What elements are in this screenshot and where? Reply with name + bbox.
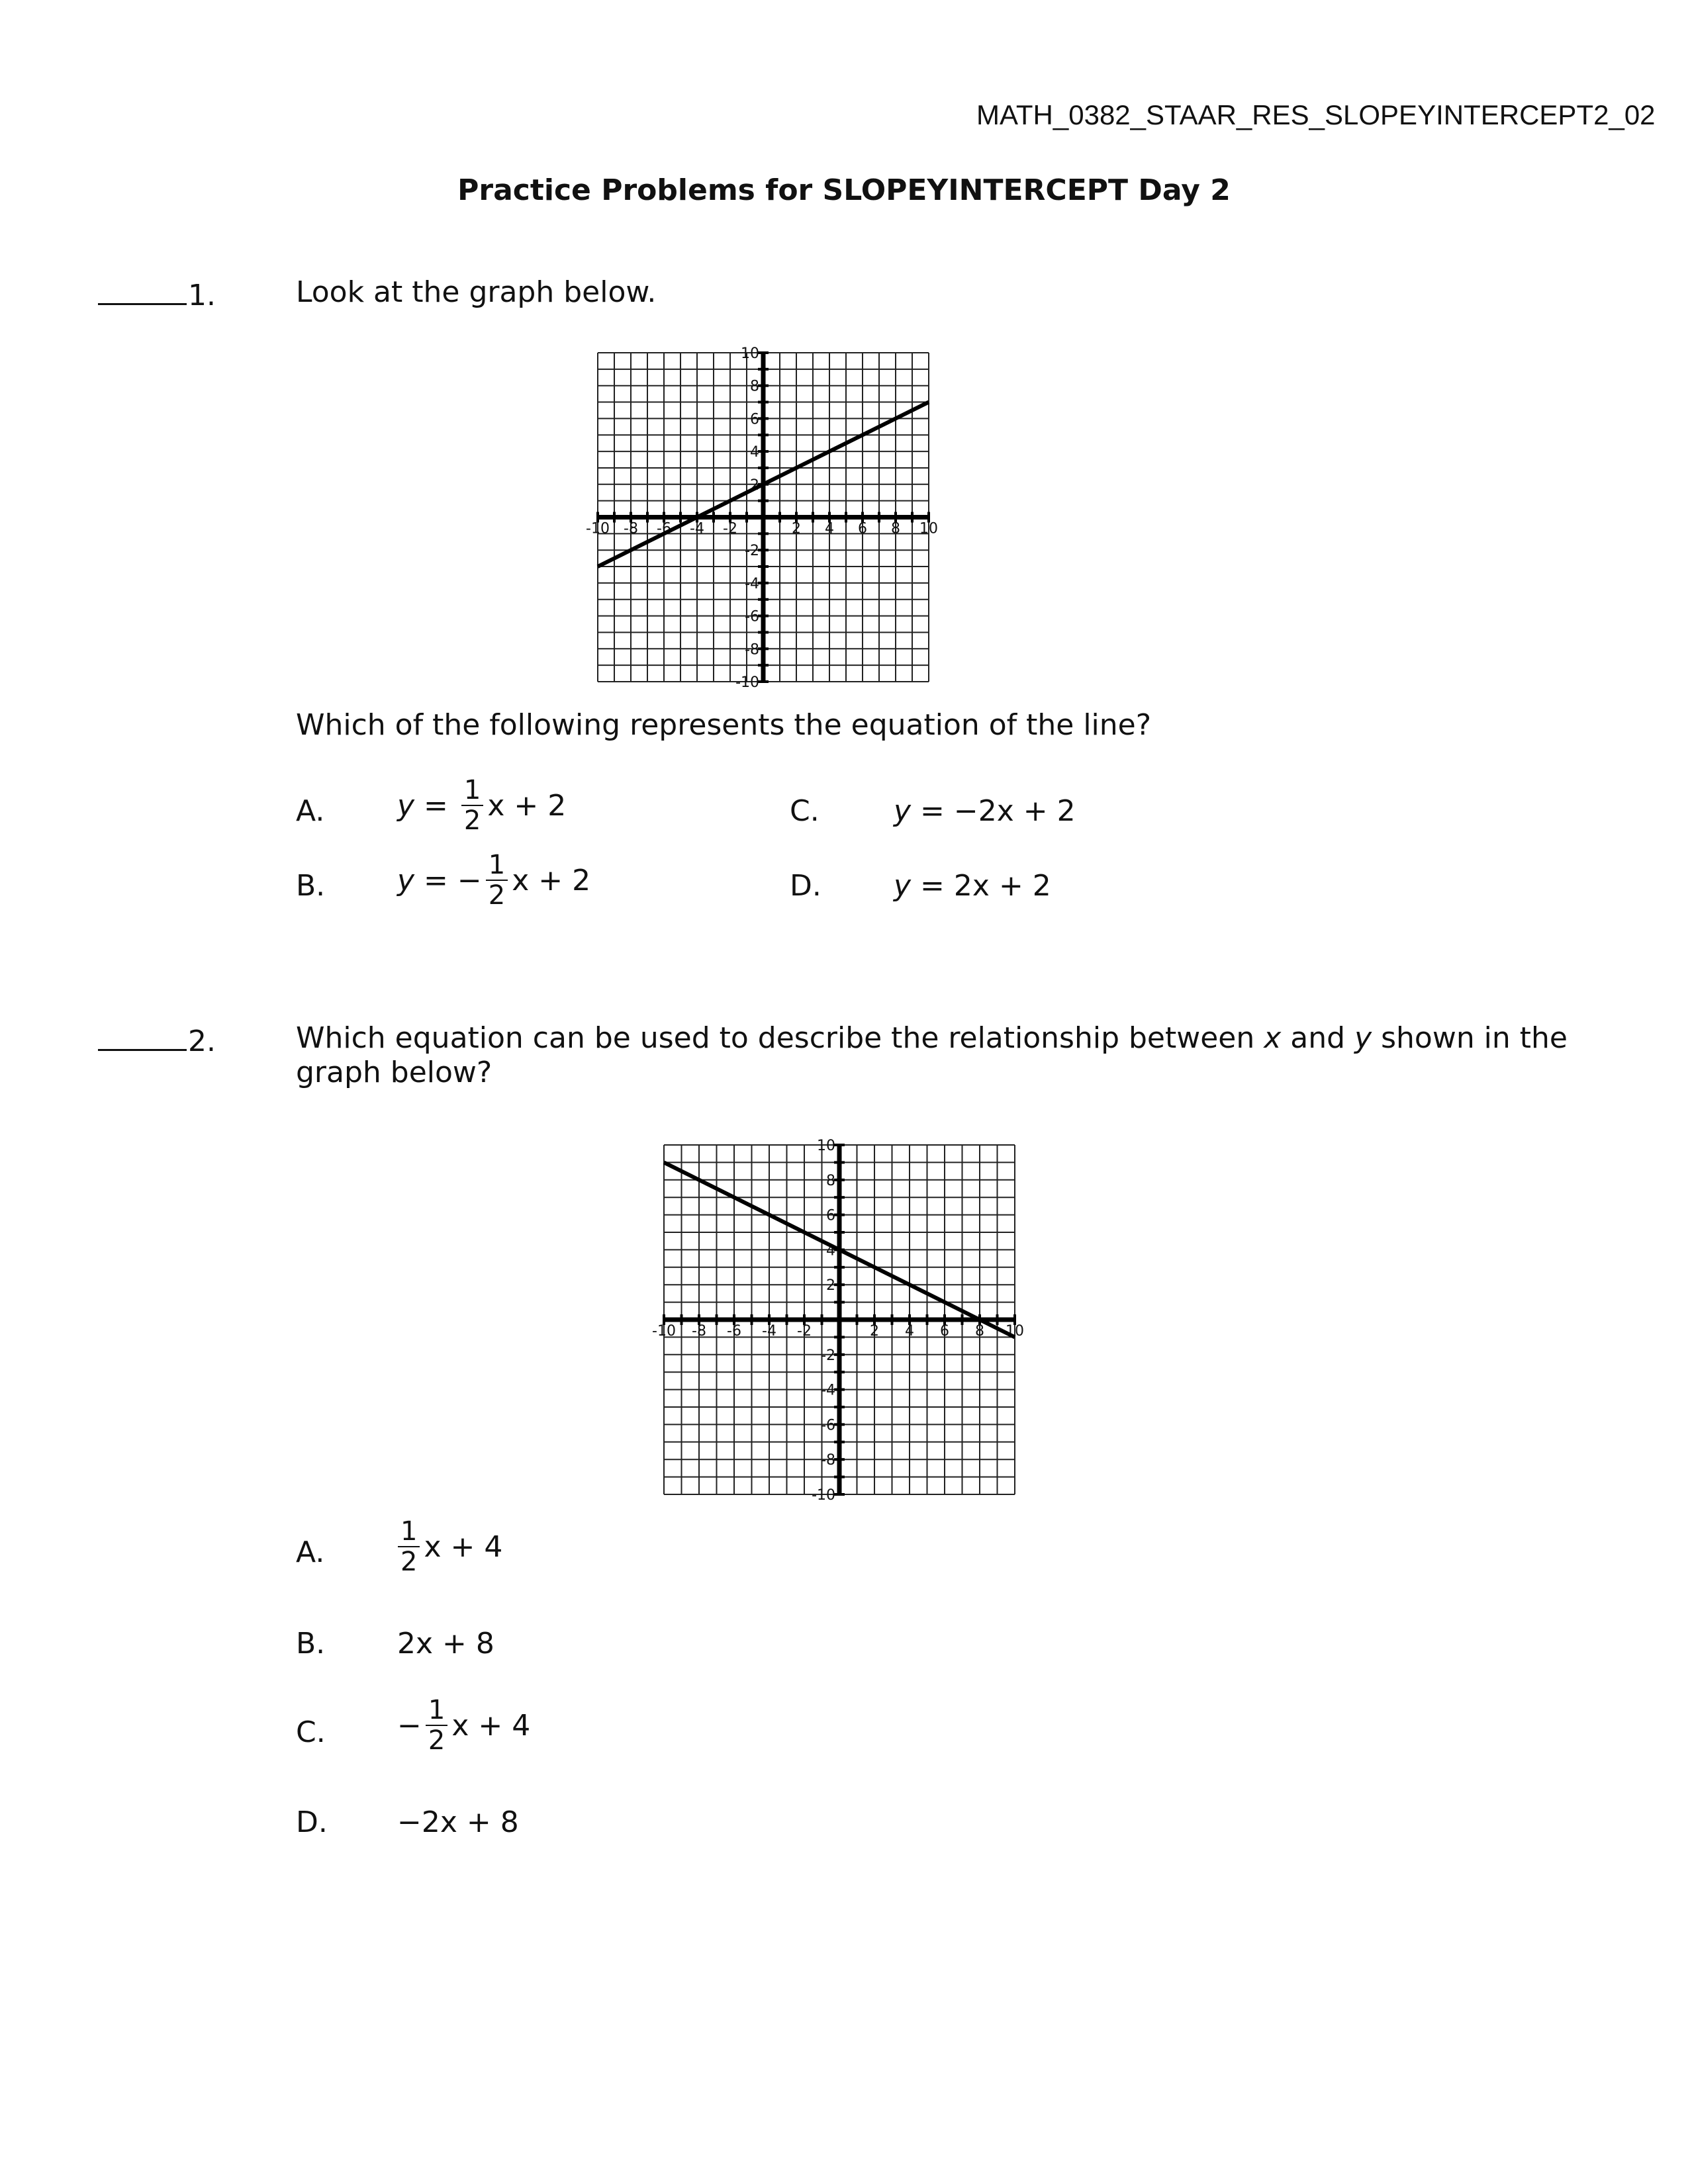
q2-option-c-letter[interactable]: C. [296, 1715, 326, 1749]
document-code: MATH_0382_STAAR_RES_SLOPEYINTERCEPT2_02 [976, 99, 1656, 130]
x-tick-label: 4 [825, 520, 834, 537]
q1-option-d-equation: y = 2x + 2 [894, 869, 1051, 903]
y-tick-label: -6 [821, 1417, 835, 1434]
x-tick-label: -10 [652, 1323, 676, 1340]
x-tick-label: -4 [690, 520, 704, 537]
x-tick-label: 10 [1006, 1323, 1024, 1340]
x-tick-label: -10 [586, 520, 610, 537]
question-1-prompt: Look at the graph below. [296, 275, 657, 309]
y-tick-label: -4 [821, 1382, 835, 1399]
y-tick-label: 6 [750, 411, 759, 428]
y-tick-label: -8 [821, 1452, 835, 1469]
y-tick-label: -6 [745, 608, 759, 625]
answer-blank-1[interactable] [98, 277, 187, 305]
y-tick-label: 2 [750, 477, 759, 494]
question-number-label: 1. [188, 279, 216, 312]
q1-option-d-letter[interactable]: D. [790, 869, 821, 903]
x-tick-label: -2 [723, 520, 737, 537]
y-tick-label: -4 [745, 575, 759, 592]
y-tick-label: 8 [826, 1172, 835, 1189]
fraction: $\frac{1}{2}$ [426, 1696, 447, 1755]
q2-option-d-expression: −2x + 8 [397, 1805, 519, 1839]
y-tick-label: -2 [745, 543, 759, 560]
x-tick-label: 2 [870, 1323, 879, 1340]
x-tick-label: -6 [727, 1323, 741, 1340]
x-tick-label: -8 [624, 520, 638, 537]
x-tick-label: -8 [692, 1323, 706, 1340]
q2-option-c-expression: − $\frac{1}{2}$ x + 4 [397, 1695, 531, 1756]
fraction: $\frac{1}{2}$ [398, 1517, 420, 1576]
y-tick-label: 10 [741, 345, 759, 362]
q2-option-b-letter[interactable]: B. [296, 1627, 326, 1661]
question-number-label: 2. [188, 1024, 216, 1058]
y-tick-label: 10 [817, 1138, 835, 1154]
x-tick-label: -2 [797, 1323, 812, 1340]
y-tick-label: -2 [821, 1347, 835, 1364]
y-tick-label: 6 [826, 1207, 835, 1224]
q1-option-a-letter[interactable]: A. [296, 794, 325, 828]
question-1-followup: Which of the following represents the equation of the line? [296, 708, 1152, 742]
coordinate-graph-2 [645, 1132, 1043, 1502]
q1-option-b-letter[interactable]: B. [296, 869, 326, 903]
q1-option-a-equation: y = $\frac{1}{2}$ x + 2 [397, 775, 567, 836]
question-2-number [98, 1023, 216, 1058]
x-tick-label: -6 [657, 520, 671, 537]
fraction: $\frac{1}{2}$ [461, 776, 483, 835]
question-2-prompt: Which equation can be used to describe the relationship between x and y shown in the graph below? [296, 1021, 1568, 1089]
y-tick-label: 4 [826, 1242, 835, 1259]
x-tick-label: 6 [940, 1323, 949, 1340]
y-tick-label: -8 [745, 641, 759, 659]
y-tick-label: 4 [750, 444, 759, 461]
x-tick-label: 2 [792, 520, 801, 537]
q2-option-b-expression: 2x + 8 [397, 1627, 494, 1661]
page-title: Practice Problems for SLOPEYINTERCEPT Day 2 [457, 173, 1231, 207]
question-1-number [98, 277, 216, 312]
answer-blank-2[interactable] [98, 1023, 187, 1051]
fraction: $\frac{1}{2}$ [486, 850, 508, 910]
y-tick-label: -10 [735, 674, 759, 688]
x-tick-label: 10 [919, 520, 938, 537]
coordinate-graph-1 [583, 344, 953, 688]
x-tick-label: 6 [858, 520, 867, 537]
x-tick-label: 8 [975, 1323, 984, 1340]
y-tick-label: 2 [826, 1277, 835, 1295]
x-tick-label: 4 [905, 1323, 914, 1340]
q1-option-c-letter[interactable]: C. [790, 794, 820, 828]
y-tick-label: 8 [750, 378, 759, 395]
q2-option-d-letter[interactable]: D. [296, 1805, 328, 1839]
q1-option-c-equation: y = −2x + 2 [894, 794, 1076, 828]
q2-option-a-letter[interactable]: A. [296, 1535, 325, 1569]
y-tick-label: -10 [812, 1487, 835, 1502]
q1-option-b-equation: y = − $\frac{1}{2}$ x + 2 [397, 850, 591, 911]
q2-option-a-expression: $\frac{1}{2}$ x + 4 [394, 1517, 502, 1576]
x-tick-label: -4 [762, 1323, 776, 1340]
x-tick-label: 8 [891, 520, 900, 537]
